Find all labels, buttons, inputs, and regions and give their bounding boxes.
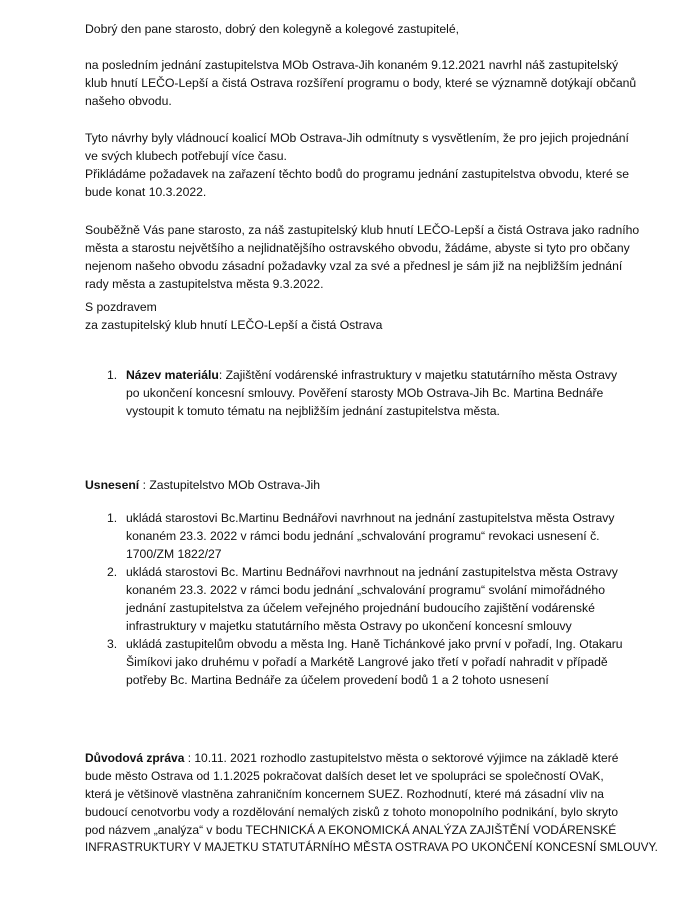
paragraph-line: Tyto návrhy byly vládnoucí koalicí MOb Ostrava-Jih odmítnuty s vysvětlením, že pro jejich projednání [85, 131, 629, 145]
resolution-heading [85, 476, 645, 494]
greeting: Dobrý den pane starosto, dobrý den kolegyně a kolegové zastupitelé, [85, 22, 459, 36]
material-text: po ukončení koncesní smlouvy. Pověření starosty MOb Ostrava-Jih Bc. Martina Bednáře [126, 386, 604, 400]
item-line: konaném 23.3. 2022 v rámci bodu jednání „schvalování programu“ svolání mimořádného [126, 583, 605, 597]
paragraph-line: budoucí cenotvorbu vody a rozdělování nemalých zisků z tohoto monopolního podnikání, bylo skryto [85, 805, 618, 819]
paragraph-line: pod názvem „analýza“ v bodu TECHNICKÁ A EKONOMICKÁ ANALÝZA ZAJIŠTĚNÍ VODÁRENSKÉ [85, 823, 617, 837]
paragraph-line: INFRASTRUKTURY V MAJETKU STATUTÁRNÍHO MĚSTA OSTRAVA PO UKONČENÍ KONCESNÍ SMLOUVY. [85, 841, 658, 854]
resolution-item-3 [107, 635, 637, 695]
justification-paragraph [85, 749, 658, 857]
paragraph-line: rady města a zastupitelstva města 9.3.2022. [85, 277, 324, 291]
paragraph-line: klub hnutí LEČO-Lepší a čistá Ostrava rozšíření programu o body, které se významně dotýkají občanů [85, 76, 637, 90]
list-number: 1. [107, 368, 118, 382]
material-label: Název materiálu [126, 368, 219, 382]
closing-line: za zastupitelský klub hnutí LEČO-Lepší a čistá Ostrava [85, 318, 383, 332]
paragraph-line: bude město Ostrava od 1.1.2025 pokračovat dalších deset let ve spolupráci se společností OVaK, [85, 769, 604, 783]
item-line: Šimíkovi jako druhému v pořadí a Markétě Langrové jako třetí v pořadí nahradit v případě [126, 655, 608, 669]
justification-label: Důvodová zpráva [85, 751, 185, 765]
material-text: vystoupit k tomuto tématu na nejbližším jednání zastupitelstva města. [126, 404, 500, 418]
item-line: potřeby Bc. Martina Bednáře za účelem provedení bodů 1 a 2 tohoto usnesení [126, 673, 549, 687]
paragraph-line: Souběžně Vás pane starosto, za náš zastupitelský klub hnutí LEČO-Lepší a čistá Ostrava jako radního [85, 223, 640, 237]
paragraph-line: : 10.11. 2021 rozhodlo zastupitelstvo města o sektorové výjimce na základě které [184, 751, 619, 765]
material-item [107, 366, 637, 426]
resolution-label: Usnesení [85, 478, 140, 492]
closing-line: S pozdravem [85, 300, 157, 314]
item-line: ukládá starostovi Bc.Martinu Bednářovi navrhnout na jednání zastupitelstva města Ostravy [126, 511, 615, 525]
material-text: : Zajištění vodárenské infrastruktury v majetku statutárního města Ostravy [218, 368, 618, 382]
list-number: 2. [107, 565, 118, 579]
resolution-item-2 [107, 563, 637, 643]
rejection-paragraph [85, 129, 645, 201]
paragraph-line: která je většinově vlastněna zahraničním koncernem SUEZ. Rozhodnutí, které má zásadní vliv na [85, 787, 604, 801]
closing [85, 298, 645, 334]
item-line: konaném 23.3. 2022 v rámci bodu jednání „schvalování programu“ revokaci usnesení č. [126, 529, 600, 543]
paragraph-line: na posledním jednání zastupitelstva MOb Ostrava-Jih konaném 9.12.2021 navrhl náš zastupitelský [85, 58, 619, 72]
resolution-subject: : Zastupitelstvo MOb Ostrava-Jih [139, 478, 321, 492]
paragraph-line: Přikládáme požadavek na zařazení těchto bodů do programu jednání zastupitelstva obvodu, které se [85, 167, 630, 181]
intro-paragraph [85, 56, 645, 110]
paragraph-line: našeho obvodu. [85, 94, 172, 108]
paragraph-line: ve svých klubech potřebují více času. [85, 149, 287, 163]
item-line: infrastruktury v majetku statutárního města Ostravy po ukončení koncesní smlouvy [126, 619, 572, 633]
paragraph-line: bude konat 10.3.2022. [85, 185, 207, 199]
resolution-item-1 [107, 509, 637, 569]
request-paragraph [85, 221, 645, 293]
paragraph-line: města a starostu největšího a nejlidnatějšího ostravského obvodu, žádáme, abyste si tyto pro občany [85, 241, 630, 255]
list-number: 3. [107, 637, 118, 651]
paragraph-line: nejenom našeho obvodu zásadní požadavky vzal za své a přednesl je sám již na nejbližším jednání [85, 259, 623, 273]
item-line: 1700/ZM 1822/27 [126, 547, 222, 561]
item-line: ukládá zastupitelům obvodu a města Ing. Haně Tichánkové jako první v pořadí, Ing. Otakaru [126, 637, 623, 651]
item-line: jednání zastupitelstva za účelem veřejného projednání budoucího zajištění vodárenské [126, 601, 595, 615]
item-line: ukládá starostovi Bc. Martinu Bednářovi navrhnout na jednání zastupitelstva města Ostravy [126, 565, 618, 579]
list-number: 1. [107, 511, 118, 525]
